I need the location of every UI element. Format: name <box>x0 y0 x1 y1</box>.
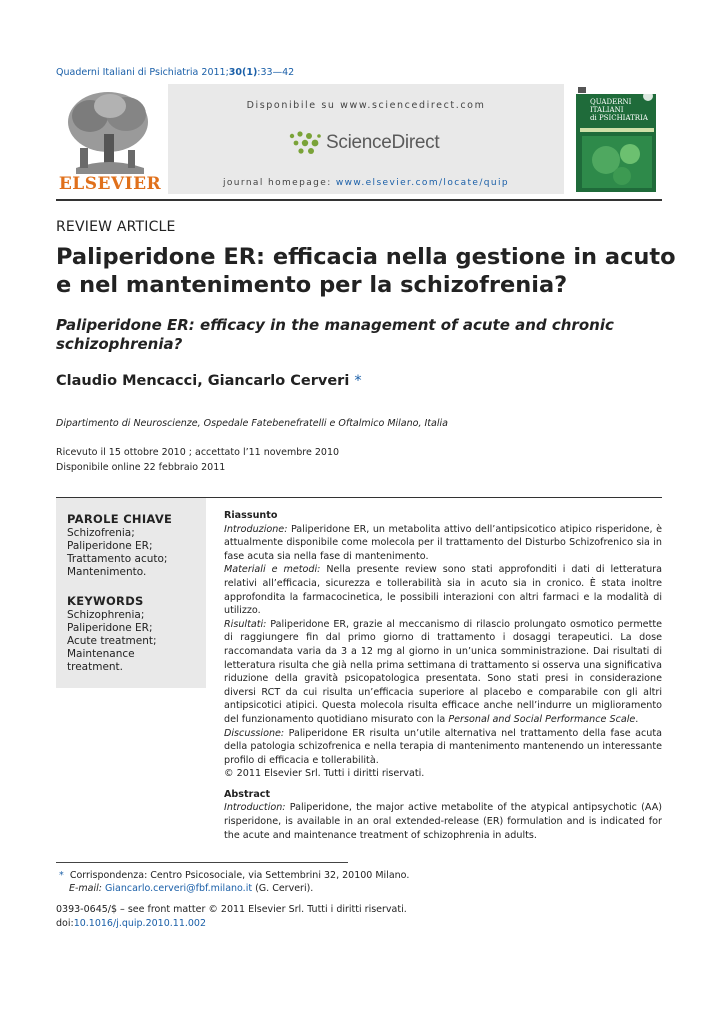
issn-block <box>56 903 407 931</box>
authors-names: Claudio Mencacci, Giancarlo Cerveri <box>56 373 350 389</box>
elsevier-wordmark: ELSEVIER <box>58 174 162 194</box>
riassunto-heading: Riassunto <box>224 510 278 521</box>
received-date: Ricevuto il 15 ottobre 2010 ; accettato l’11 novembre 2010 <box>56 447 340 458</box>
abstract-intro-label: Introduction: <box>224 802 286 814</box>
keyword-item: treatment. <box>67 661 124 673</box>
keyword-item: Mantenimento. <box>67 566 147 578</box>
abstract-intro-text: Paliperidone, the major active metabolite of the atypical antipsychotic (AA) risperidone, is available in an oral extended-release (ER) formulation and is indicated for the acute and maintenance treatment of schizophrenia in adults. <box>224 802 662 841</box>
article-dates <box>56 446 339 475</box>
keywords-en-heading: KEYWORDS <box>67 594 144 608</box>
keywords-en-list <box>67 609 157 674</box>
keywords-it-list <box>67 527 167 579</box>
author-list <box>56 373 362 389</box>
cover-title-line-1: QUADERNI <box>590 98 632 106</box>
methods-label: Materiali e metodi: <box>224 564 321 576</box>
footnote-mark: * <box>59 870 64 881</box>
keyword-item: Schizofrenia; <box>67 527 135 539</box>
doi-link[interactable]: 10.1016/j.quip.2010.11.002 <box>73 918 207 929</box>
sciencedirect-logo[interactable] <box>286 128 456 158</box>
homepage-label: journal homepage: <box>222 178 336 188</box>
keyword-item: Maintenance <box>67 648 135 660</box>
corresponding-author-mark[interactable]: * <box>354 373 362 389</box>
journal-homepage <box>168 178 564 188</box>
cover-title <box>590 98 648 122</box>
email-line <box>56 882 409 895</box>
correspondence-line <box>56 869 409 882</box>
title-it-line-1: Paliperidone ER: efficacia nella gestione in acuto <box>56 244 676 270</box>
riassunto-results <box>224 618 662 727</box>
journal-cover-thumbnail[interactable] <box>570 84 662 194</box>
intro-label: Introduzione: <box>224 523 288 535</box>
abstract-heading: Abstract <box>224 788 271 800</box>
email-suffix: (G. Cerveri). <box>252 883 314 894</box>
cover-title-line-2: ITALIANI <box>590 106 624 114</box>
results-label: Risultati: <box>224 618 267 630</box>
header-divider <box>56 199 662 201</box>
cover-title-line-3: di PSICHIATRIA <box>590 114 648 122</box>
results-scale: Personal and Social Performance Scale <box>448 713 636 725</box>
online-date: Disponibile online 22 febbraio 2011 <box>56 461 226 473</box>
abstract-introduction <box>224 801 662 842</box>
intro-text: Paliperidone ER, un metabolita attivo dell’antipsicotico atipico risperidone, è attualmente disponibile come molecola per il trattamento del Disturbo Schizofrenico sia in fase acuta sia nella fase di mantenimento. <box>224 523 662 562</box>
footnote-divider <box>56 862 348 863</box>
keywords-box <box>56 498 206 688</box>
methods-text: Nella presente review sono stati approfonditi i dati di letteratura relativi all’efficacia, sicurezza e tollerabilità sia in acuto sia in cronico. È stata inoltre approfondita la farmacocinetica, le possibili interazioni con altri farmaci e la modalità di utilizzo. <box>224 564 662 617</box>
email-link[interactable]: Giancarlo.cerveri@fbf.milano.it <box>105 883 253 894</box>
doi-label: doi: <box>56 918 74 929</box>
keyword-item: Acute treatment; <box>67 635 157 647</box>
page-range: :33—42 <box>257 67 295 78</box>
keyword-item: Schizophrenia; <box>67 609 145 621</box>
correspondence-address: Corrispondenza: Centro Psicosociale, via Settembrini 32, 20100 Milano. <box>69 870 410 881</box>
email-label: E-mail: <box>69 883 102 894</box>
elsevier-logo[interactable] <box>56 86 164 194</box>
sciencedirect-dots-icon <box>286 130 324 156</box>
journal-citation[interactable] <box>56 67 294 78</box>
riassunto-discussion <box>224 727 662 768</box>
results-end: . <box>635 713 639 725</box>
journal-banner <box>56 84 670 196</box>
riassunto-introduction <box>224 523 662 564</box>
issn-line: 0393-0645/$ – see front matter © 2011 Elsevier Srl. Tutti i diritti riservati. <box>56 904 407 915</box>
discussion-label: Discussione: <box>224 727 285 739</box>
journal-name: Quaderni Italiani di Psichiatria 2011; <box>56 67 229 78</box>
doi-line <box>56 917 407 931</box>
results-text: Paliperidone ER, grazie al meccanismo di rilascio prolungato osmotico permette di raggiungere fin dal primo giorno di trattamento i dosaggi terapeutici. La dose raccomandata varia da 3 a 12 mg al giorno in un’unica somministrazione. Dai risultati di letteratura risulta che già nella prima settimana di trattamento si osserva una significativa riduzione della gravità psicopatologica presentata. Sono stati presi in considerazione diversi RCT da cui risulta un’efficacia superiore al placebo e comparabile con gli altri antipsicotici atipici. Questa molecola risulta efficace anche nell’indurre un miglioramento del funzionamento quotidiano misurato con la <box>224 618 662 725</box>
sciencedirect-band <box>168 84 564 194</box>
correspondence-footnote <box>56 869 409 895</box>
title-en-line-2: schizophrenia? <box>56 335 183 353</box>
sciencedirect-wordmark: ScienceDirect <box>326 132 440 153</box>
keywords-it-heading: PAROLE CHIAVE <box>67 512 173 526</box>
keyword-item: Paliperidone ER; <box>67 622 153 634</box>
availability-text: Disponibile su www.sciencedirect.com <box>246 100 486 111</box>
riassunto-methods <box>224 563 662 617</box>
title-it-line-2: e nel mantenimento per la schizofrenia? <box>56 272 568 298</box>
article-title-italian <box>56 243 676 299</box>
affiliation: Dipartimento di Neuroscienze, Ospedale Fatebenefratelli e Oftalmico Milano, Italia <box>56 418 448 429</box>
volume-issue: 30(1) <box>228 67 258 78</box>
homepage-link[interactable]: www.elsevier.com/locate/quip <box>335 178 510 188</box>
riassunto-copyright: © 2011 Elsevier Srl. Tutti i diritti riservati. <box>224 768 425 780</box>
article-type: REVIEW ARTICLE <box>56 219 176 235</box>
article-title-english <box>56 316 656 354</box>
discussion-text: Paliperidone ER risulta un’utile alternativa nel trattamento della fase acuta della patologia schizofrenica e nella terapia di mantenimento mantenendo un interessante profilo di efficacia e tollerabilità. <box>224 727 662 766</box>
abstract-section <box>224 509 662 842</box>
keyword-item: Trattamento acuto; <box>67 553 168 565</box>
keyword-item: Paliperidone ER; <box>67 540 153 552</box>
title-en-line-1: Paliperidone ER: efficacy in the management of acute and chronic <box>56 316 614 334</box>
